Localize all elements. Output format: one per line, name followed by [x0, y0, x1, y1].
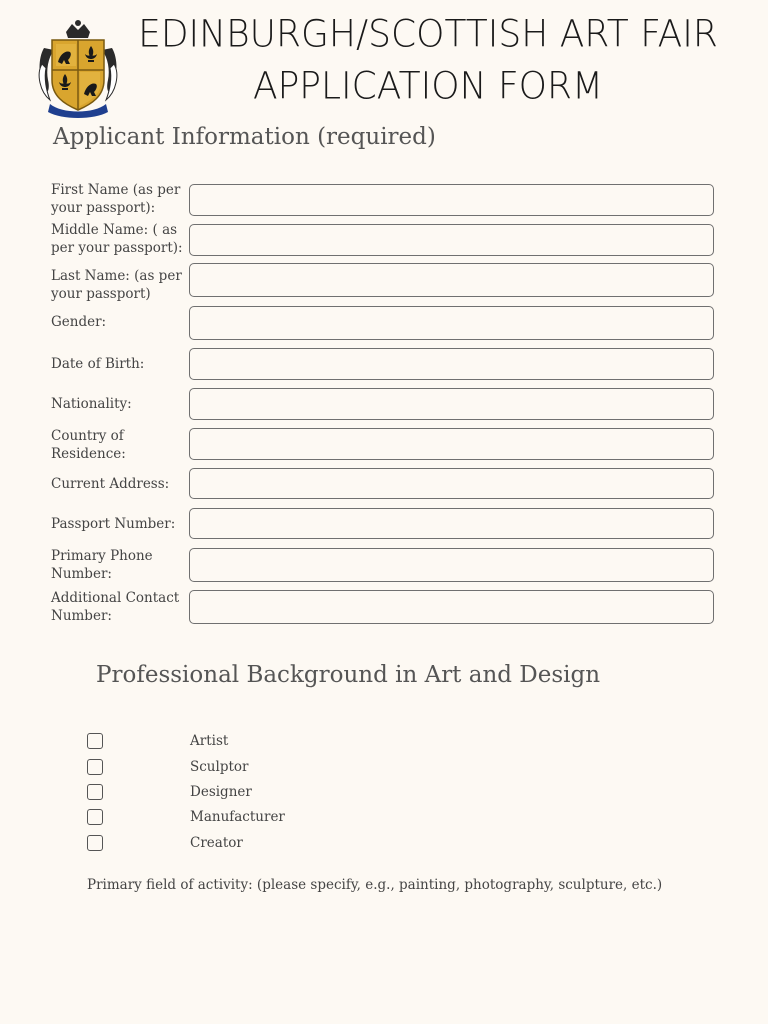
text-input-field[interactable] — [189, 263, 714, 297]
field-label — [51, 181, 187, 217]
field-label — [51, 355, 187, 373]
field-label — [51, 395, 187, 413]
field-label-line: Additional Contact — [51, 590, 180, 606]
field-label — [51, 221, 187, 257]
checkbox-artist[interactable] — [87, 733, 103, 749]
form-title-line-2: APPLICATION FORM — [252, 64, 604, 109]
text-input-field[interactable] — [189, 184, 714, 216]
field-label-line: Current Address: — [51, 476, 170, 492]
text-input-field[interactable] — [189, 590, 714, 624]
field-label-line: First Name (as per — [51, 182, 181, 198]
field-label — [51, 547, 187, 583]
text-input-field[interactable] — [189, 508, 714, 539]
checkbox-label-artist: Artist — [190, 733, 229, 749]
text-input-field[interactable] — [189, 348, 714, 380]
checkbox-label-creator: Creator — [190, 835, 243, 851]
field-label-line: Gender: — [51, 314, 107, 330]
checkbox-manufacturer[interactable] — [87, 809, 103, 825]
checkbox-label-manufacturer: Manufacturer — [190, 809, 285, 825]
field-label-line: your passport): — [51, 200, 156, 216]
checkbox-creator[interactable] — [87, 835, 103, 851]
coat-of-arms-crest-icon — [36, 18, 120, 118]
checkbox-label-designer: Designer — [190, 784, 252, 800]
text-input-field[interactable] — [189, 306, 714, 340]
field-label — [51, 589, 187, 625]
field-label-line: your passport) — [51, 286, 151, 302]
checkbox-designer[interactable] — [87, 784, 103, 800]
field-label — [51, 427, 187, 463]
field-label-line: Date of Birth: — [51, 356, 145, 372]
text-input-field[interactable] — [189, 548, 714, 582]
field-label-line: Middle Name: ( as — [51, 222, 178, 238]
field-label — [51, 313, 187, 331]
checkbox-sculptor[interactable] — [87, 759, 103, 775]
text-input-field[interactable] — [189, 428, 714, 460]
field-label-line: per your passport): — [51, 240, 183, 256]
form-header — [0, 0, 768, 120]
field-label-line: Number: — [51, 608, 112, 624]
field-label-line: Country of — [51, 428, 124, 444]
field-label-line: Residence: — [51, 446, 126, 462]
checkbox-label-sculptor: Sculptor — [190, 759, 249, 775]
professional-background-section-title: Professional Background in Art and Design — [96, 662, 601, 688]
text-input-field[interactable] — [189, 224, 714, 256]
field-label-line: Number: — [51, 566, 112, 582]
text-input-field[interactable] — [189, 468, 714, 499]
primary-field-note: Primary field of activity: (please specify, e.g., painting, photography, sculpture, etc.) — [87, 877, 663, 893]
field-label-line: Passport Number: — [51, 516, 176, 532]
form-title-line-1: EDINBURGH/SCOTTISH ART FAIR — [138, 12, 718, 57]
field-label-line: Primary Phone — [51, 548, 153, 564]
applicant-info-section-title: Applicant Information (required) — [53, 124, 436, 150]
field-label-line: Nationality: — [51, 396, 132, 412]
text-input-field[interactable] — [189, 388, 714, 420]
field-label — [51, 267, 187, 303]
field-label-line: Last Name: (as per — [51, 268, 182, 284]
field-label — [51, 515, 187, 533]
field-label — [51, 475, 187, 493]
